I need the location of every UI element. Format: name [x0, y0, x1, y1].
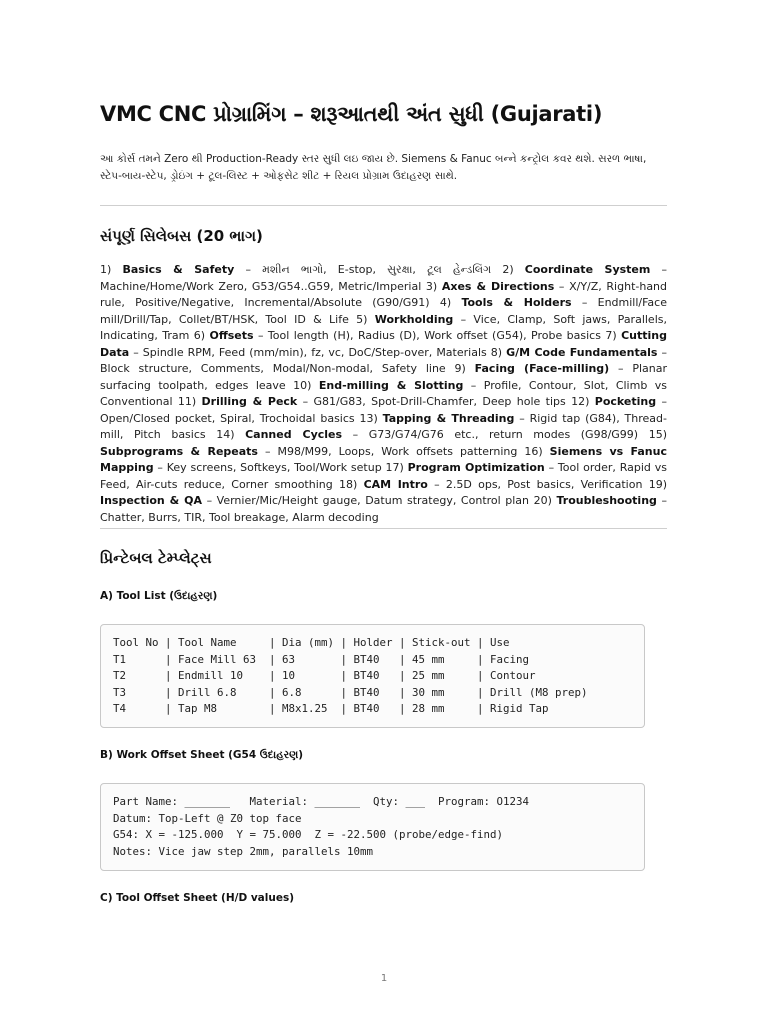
code-line: T2 | Endmill 10 | 10 | BT40 | 25 mm | Contour	[113, 669, 536, 683]
syllabus-item-description: – G81/G83, Spot-Drill-Chamfer, Deep hole tips	[297, 395, 572, 408]
syllabus-item-number: 20)	[533, 494, 557, 507]
tool-offset-heading: C) Tool Offset Sheet (H/D values)	[100, 892, 295, 904]
syllabus-item-description: – G73/G74/G76 etc., return modes (G98/G99)	[342, 428, 649, 441]
syllabus-paragraph	[100, 262, 667, 526]
syllabus-item-description: – M98/M99, Loops, Work offsets patterning	[257, 444, 525, 458]
syllabus-item-number: 3)	[425, 279, 442, 293]
syllabus-item-number: 18)	[339, 477, 364, 491]
syllabus-item-title: Workholding	[374, 312, 454, 326]
code-line: Tool No | Tool Name | Dia (mm) | Holder | Stick-out | Use	[113, 636, 510, 649]
syllabus-item	[194, 329, 606, 342]
syllabus-item-description: – Vice, Clamp, Soft jaws, Parallels, Indicating, Tram	[100, 312, 667, 342]
syllabus-item-description: – Machine/Home/Work Zero, G53/G54..G59, Metric/Imperial	[100, 263, 668, 293]
syllabus-item-title: Inspection & QA	[100, 494, 203, 507]
syllabus-item	[216, 428, 648, 441]
syllabus-item-title: Cutting Data	[100, 329, 667, 359]
syllabus-item-title: CAM Intro	[363, 477, 428, 491]
code-line: Part Name: _______ Material: _______ Qty: ___ Program: O1234	[113, 795, 530, 808]
syllabus-item-title: Offsets	[209, 329, 254, 342]
syllabus-item-description: – Profile, Contour, Slot, Climb vs Conventional	[100, 378, 668, 408]
syllabus-item-description: – X/Y/Z, Right-hand rule, Positive/Negative, Incremental/Absolute (G90/G91)	[100, 279, 668, 309]
syllabus-item-title: Basics & Safety	[122, 263, 235, 276]
syllabus-item-title: Pocketing	[594, 395, 657, 408]
syllabus-item-number: 14)	[216, 428, 246, 441]
syllabus-item-number: 11)	[177, 395, 202, 408]
tool-list-heading: A) Tool List (ઉદાહરણ)	[100, 590, 218, 602]
syllabus-item-number: 4)	[439, 296, 462, 309]
page-title: VMC CNC પ્રોગ્રામિંગ – શરૂઆતથી અંત સુધી (Gujarati)	[100, 102, 603, 126]
syllabus-item-title: G/M Code Fundamentals	[506, 345, 658, 359]
syllabus-item-number: 8)	[490, 345, 507, 359]
syllabus-item-title: Troubleshooting	[556, 494, 657, 507]
syllabus-item-description: – Open/Closed pocket, Spiral, Trochoidal basics	[100, 395, 667, 425]
divider	[100, 205, 667, 206]
templates-heading: પ્રિન્ટેબલ ટેમ્પ્લેટ્સ	[100, 549, 212, 567]
syllabus-item-title: Canned Cycles	[245, 428, 343, 441]
syllabus-item-number: 12)	[571, 395, 595, 408]
work-offset-code-block	[100, 783, 645, 871]
tool-list-code-block	[100, 624, 645, 728]
syllabus-item-title: Drilling & Peck	[201, 395, 298, 408]
intro-paragraph: આ કોર્સ તમને Zero થી Production-Ready સ્તર સુધી લઇ જાય છે. Siemens & Fanuc બન્ને કન્ટ્રોલ કવર થશે. સરળ ભાષા, સ્ટેપ-બાય-સ્ટેપ, ડ્રોઇંગ + ટૂલ-લિસ્ટ + ઓફસેટ શીટ + રિયલ પ્રોગ્રામ ઉદાહરણ સાથે.	[100, 153, 647, 182]
syllabus-item-number: 5)	[356, 312, 375, 326]
syllabus-item-title: Siemens vs Fanuc Mapping	[100, 444, 667, 474]
syllabus-item-title: Tapping & Threading	[382, 411, 515, 425]
syllabus-item-description: – Vernier/Mic/Height gauge, Datum strategy, Control plan	[202, 494, 534, 507]
code-line: T1 | Face Mill 63 | 63 | BT40 | 45 mm | Facing	[113, 652, 530, 666]
syllabus-item	[339, 478, 649, 491]
syllabus-item-title: Axes & Directions	[441, 279, 555, 293]
code-line: T3 | Drill 6.8 | 6.8 | BT40 | 30 mm | Drill (M8 prep)	[113, 685, 588, 699]
syllabus-item-title: Tools & Holders	[461, 296, 572, 309]
syllabus-item-description: – Endmill/Face mill/Drill/Tap, Collet/BT/HSK, Tool ID & Life	[100, 296, 667, 326]
syllabus-item-description: – Spindle RPM, Feed (mm/min), fz, vc, DoC/Step-over, Materials	[129, 345, 491, 359]
syllabus-item-number: 2)	[502, 263, 525, 276]
syllabus-item-description: – Tool length (H), Radius (D), Work offset (G54), Probe basics	[253, 329, 606, 342]
page-number: 1	[380, 973, 388, 984]
syllabus-item-description: – Rigid tap (G84), Thread-mill, Pitch basics	[100, 411, 667, 441]
syllabus-item-description: – Key screens, Softkeys, Tool/Work setup	[153, 461, 386, 474]
code-line: T4 | Tap M8 | M8x1.25 | BT40 | 28 mm | Rigid Tap	[113, 702, 549, 716]
syllabus-item-title: Coordinate System	[524, 263, 651, 276]
syllabus-item-description: – Block structure, Comments, Modal/Non-modal, Safety line	[100, 345, 667, 375]
syllabus-item-number: 15)	[648, 428, 667, 441]
tool-list-code	[113, 635, 632, 718]
syllabus-item-number: 6)	[193, 329, 210, 342]
code-line: Datum: Top-Left @ Z0 top face	[113, 811, 302, 825]
code-line: Notes: Vice jaw step 2mm, parallels 10mm	[113, 844, 374, 858]
divider	[100, 528, 667, 529]
syllabus-item-number: 9)	[454, 362, 475, 375]
syllabus-item-description: – Planar surfacing toolpath, edges leave	[100, 362, 667, 392]
syllabus-item-title: Facing (Face-milling)	[474, 362, 610, 375]
syllabus-item-title: Program Optimization	[407, 461, 545, 474]
syllabus-item-number: 19)	[648, 477, 667, 491]
syllabus-item-title: Subprograms & Repeats	[100, 444, 258, 458]
syllabus-item-number: 10)	[293, 378, 319, 392]
syllabus-heading: સંપૂર્ણ સિલેબસ (20 ભાગ)	[100, 227, 263, 245]
syllabus-item	[178, 395, 571, 408]
syllabus-item-description: – Tool order, Rapid vs Feed, Air-cuts reduce, Corner smoothing	[100, 461, 667, 491]
syllabus-item-description: – મશીન ભાગો, E-stop, સુરક્ષા, ટૂલ હેન્ડલિંગ	[234, 263, 503, 276]
syllabus-item-description: – Chatter, Burrs, TIR, Tool breakage, Alarm decoding	[100, 494, 667, 524]
syllabus-item-title: End-milling & Slotting	[318, 378, 464, 392]
syllabus-item-number: 17)	[385, 461, 408, 474]
syllabus-item-description: – 2.5D ops, Post basics, Verification	[427, 477, 649, 491]
syllabus-item-number: 16)	[524, 444, 550, 458]
syllabus-item-number: 1)	[100, 263, 123, 276]
code-line: G54: X = -125.000 Y = 75.000 Z = -22.500 (probe/edge-find)	[113, 828, 504, 842]
work-offset-code	[113, 794, 632, 860]
syllabus-item-number: 13)	[359, 411, 383, 425]
work-offset-heading: B) Work Offset Sheet (G54 ઉદાહરણ)	[100, 749, 304, 761]
syllabus-item-number: 7)	[605, 329, 622, 342]
syllabus-item	[100, 263, 502, 276]
